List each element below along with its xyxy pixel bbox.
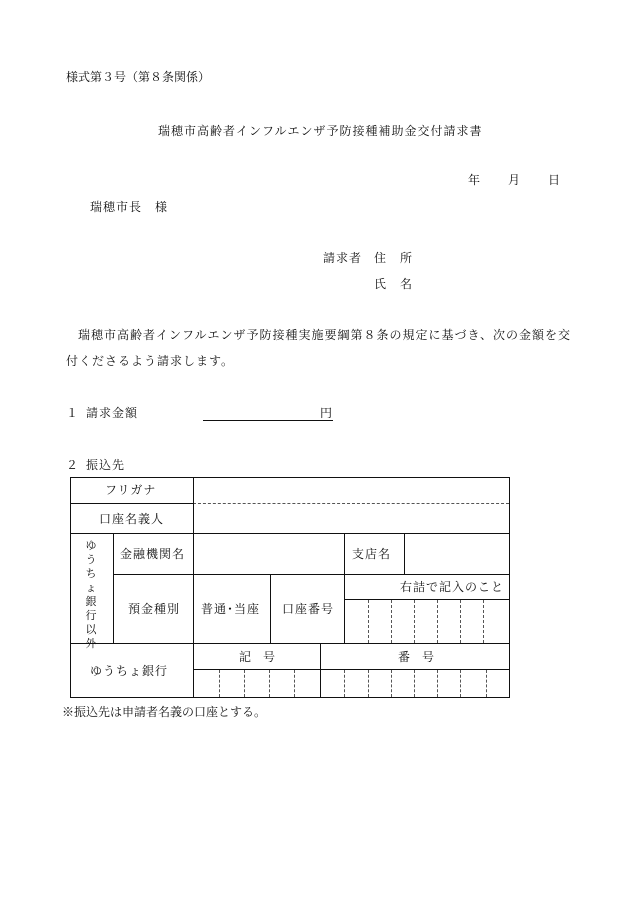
yucho-bank-label: ゆうちょ銀行 — [90, 664, 169, 678]
body-line-1: 瑞穂市高齢者インフルエンザ予防接種実施要綱第８条の規定に基づき、次の金額を交 — [78, 328, 572, 342]
address-label: 住 所 — [374, 251, 414, 265]
financial-institution-label: 金融機関名 — [120, 547, 186, 561]
item1-label: 請求金額 — [86, 406, 139, 420]
form-title: 瑞穂市高齢者インフルエンザ予防接種補助金交付請求書 — [158, 124, 483, 138]
branch-label: 支店名 — [352, 547, 392, 561]
date-year: 年 — [468, 173, 481, 187]
item1-number: １ — [66, 406, 79, 420]
amount-unit: 円 — [320, 406, 333, 420]
account-holder-label: 口座名義人 — [99, 512, 165, 526]
item2-number: ２ — [66, 458, 79, 472]
furigana-label: フリガナ — [105, 483, 157, 497]
addressee: 瑞穂市長 様 — [90, 200, 169, 214]
non-yucho-label: ゆ う ち ょ 銀 行 以 外 — [85, 539, 97, 650]
name-label: 氏 名 — [374, 277, 414, 291]
amount-underline — [203, 406, 333, 421]
account-number-label: 口座番号 — [282, 602, 335, 616]
item2-label: 振込先 — [86, 458, 126, 472]
date-day: 日 — [548, 173, 561, 187]
date-month: 月 — [508, 173, 521, 187]
footnote: ※振込先は申請者名義の口座とする。 — [62, 705, 267, 719]
number-label: 番 号 — [398, 650, 435, 664]
deposit-type-label: 預金種別 — [128, 602, 181, 616]
symbol-label: 記 号 — [239, 650, 276, 664]
form-number: 様式第３号（第８条関係） — [66, 70, 211, 84]
body-line-2: 付くださるよう請求します。 — [66, 354, 235, 368]
right-justify-note: 右詰で記入のこと — [400, 580, 505, 594]
deposit-type-options: 普通･当座 — [201, 602, 261, 616]
requester-label: 請求者 — [323, 251, 363, 265]
